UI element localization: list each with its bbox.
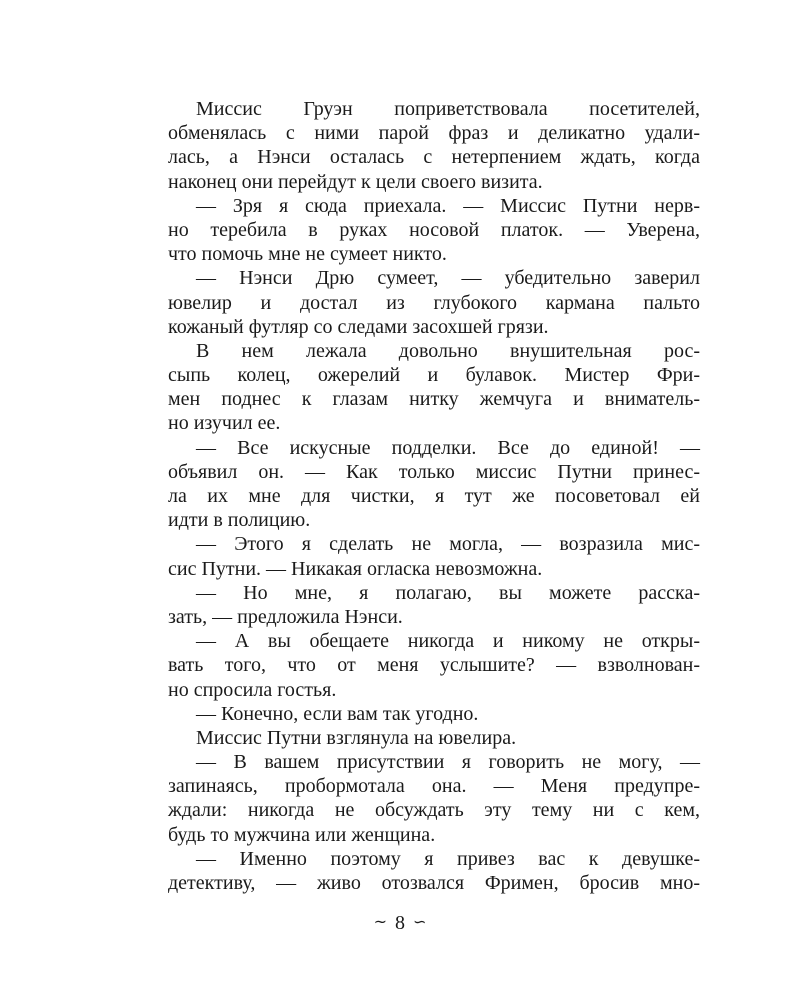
text-line: — Этого я сделать не могла, — возразила мис- (196, 533, 700, 556)
text-line: вать того, что от меня услышите? — взволнован- (168, 654, 700, 677)
text-line: Миссис Путни взглянула на ювелира. (196, 726, 517, 749)
text-line: что помочь мне не сумеет никто. (168, 243, 447, 266)
paragraph (168, 629, 700, 702)
text-line: но спросила гостья. (168, 678, 337, 701)
text-line: но изучил ее. (168, 412, 281, 435)
text-line: ждали: никогда не обсуждать эту тему ни с кем, (168, 799, 700, 822)
text-line: сис Путни. — Никакая огласка невозможна. (168, 557, 543, 580)
text-line: мен поднес к глазам нитку жемчуга и вниматель- (168, 388, 700, 411)
folio-ornament-left: ~ (373, 912, 387, 931)
text-line: — А вы обещаете никогда и никому не откры- (196, 630, 700, 653)
paragraph (168, 97, 700, 194)
page-number: 8 (395, 912, 405, 934)
folio-ornament-right: ∽ (413, 912, 427, 931)
paragraph (168, 581, 700, 629)
text-line: — Нэнси Дрю сумеет, — убедительно заверил (196, 267, 700, 290)
page-folio (0, 910, 800, 935)
paragraph (168, 702, 700, 726)
paragraph (168, 266, 700, 339)
text-line: — В вашем присутствии я говорить не могу, — (196, 751, 700, 774)
text-line: зать, — предложила Нэнси. (168, 605, 403, 628)
paragraph (168, 726, 700, 750)
text-line: В нем лежала довольно внушительная рос- (196, 339, 700, 362)
paragraph (168, 436, 700, 533)
text-line: детективу, — живо отозвался Фримен, бросив мно- (168, 872, 700, 894)
text-line: лась, а Нэнси осталась с нетерпением ждать, когда (168, 146, 700, 169)
text-line: кожаный футляр со следами засохшей грязи. (168, 315, 549, 338)
text-line: наконец они перейдут к цели своего визита. (168, 170, 543, 193)
text-line: объявил он. — Как только миссис Путни принес- (168, 460, 700, 483)
paragraph (168, 194, 700, 267)
paragraph (168, 750, 700, 847)
paragraph (168, 847, 700, 895)
text-line: — Все искусные подделки. Все до единой! — (196, 436, 700, 459)
text-line: Миссис Груэн поприветствовала посетителей, (196, 98, 700, 120)
text-line: обменялась с ними парой фраз и деликатно удали- (168, 122, 700, 145)
text-line: ювелир и достал из глубокого кармана пальто (168, 291, 700, 314)
text-line: но теребила в руках носовой платок. — Уверена, (168, 218, 700, 241)
text-line: — Именно поэтому я привез вас к девушке- (196, 847, 700, 870)
text-line: сыпь колец, ожерелий и булавок. Мистер Фри- (168, 364, 700, 387)
text-line: идти в полицию. (168, 509, 311, 532)
text-line: — Но мне, я полагаю, вы можете расска- (196, 581, 700, 604)
text-line: ла их мне для чистки, я тут же посоветовал ей (168, 485, 700, 507)
paragraph (168, 339, 700, 436)
text-line: будь то мужчина или женщина. (168, 823, 436, 846)
text-line: — Зря я сюда приехала. — Миссис Путни нерв- (196, 194, 700, 217)
text-line: — Конечно, если вам так угодно. (196, 702, 479, 725)
paragraph (168, 532, 700, 580)
text-line: запинаясь, пробормотала она. — Меня предупре- (168, 775, 700, 798)
body-text (168, 97, 700, 895)
